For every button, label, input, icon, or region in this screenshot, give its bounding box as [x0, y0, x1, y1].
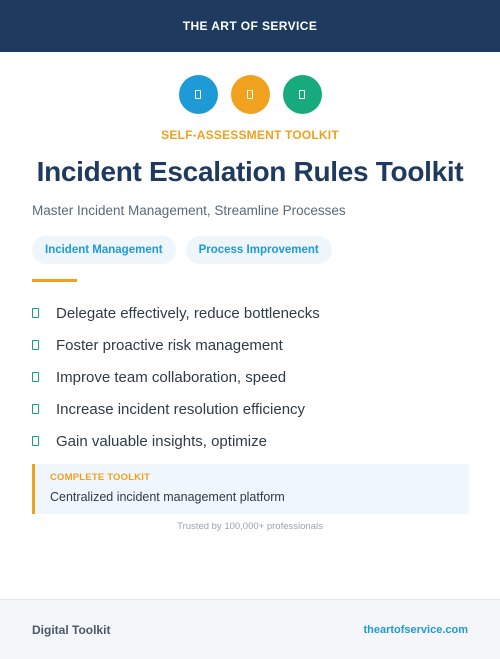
list-item-text: Delegate effectively, reduce bottlenecks	[56, 304, 320, 322]
blue-circle-icon	[179, 75, 218, 114]
tag-list	[32, 236, 332, 264]
orange-circle-icon	[231, 75, 270, 114]
list-item-text: Foster proactive risk management	[56, 336, 283, 354]
check-icon	[32, 404, 39, 414]
footer-bar	[0, 599, 500, 659]
trust-statement: Trusted by 100,000+ professionals	[177, 521, 323, 532]
website-link[interactable]: theartofservice.com	[363, 623, 468, 636]
footer-label: Digital Toolkit	[32, 622, 111, 637]
benefit-list	[32, 297, 320, 457]
check-icon	[32, 340, 39, 350]
list-item-text: Increase incident resolution efficiency	[56, 400, 306, 418]
list-item-text: Improve team collaboration, speed	[56, 368, 287, 386]
list-item-text: Gain valuable insights, optimize	[56, 432, 267, 450]
document-glyph-icon	[195, 90, 201, 99]
accent-divider	[32, 279, 77, 282]
list-item	[32, 297, 320, 329]
brand-title: THE ART OF SERVICE	[182, 19, 318, 33]
icon-row	[0, 75, 500, 114]
list-item	[32, 393, 320, 425]
document-glyph-icon	[247, 90, 253, 99]
check-icon	[32, 308, 39, 318]
header-bar	[0, 0, 500, 52]
tag-incident-management: Incident Management	[32, 236, 176, 264]
kicker-label: SELF-ASSESSMENT TOOLKIT	[161, 128, 339, 142]
callout-text: Centralized incident management platform	[50, 490, 285, 504]
document-glyph-icon	[299, 90, 305, 99]
callout-label: COMPLETE TOOLKIT	[50, 472, 151, 483]
list-item	[32, 425, 320, 457]
check-icon	[32, 436, 39, 446]
list-item	[32, 361, 320, 393]
tag-process-improvement: Process Improvement	[186, 236, 332, 264]
check-icon	[32, 372, 39, 382]
page-title: Incident Escalation Rules Toolkit	[36, 156, 464, 187]
green-circle-icon	[283, 75, 322, 114]
toolkit-callout	[32, 464, 469, 514]
page-subtitle: Master Incident Management, Streamline Processes	[32, 203, 346, 218]
list-item	[32, 329, 320, 361]
